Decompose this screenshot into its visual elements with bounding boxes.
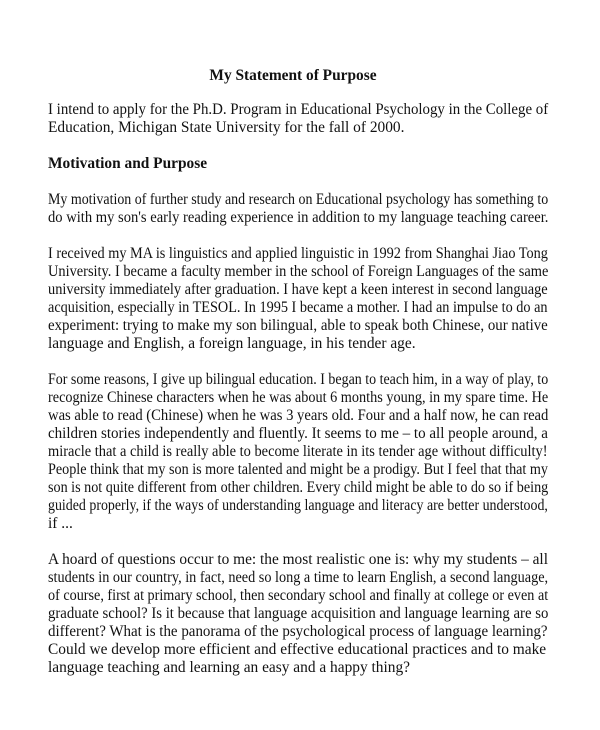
paragraph-motivation <box>48 191 548 227</box>
text-line: Education, Michigan State University for the fall of 2000. <box>48 119 405 136</box>
text-line: A hoard of questions occur to me: the most realistic one is: why my students – all <box>48 551 548 568</box>
text-line: I intend to apply for the Ph.D. Program in Educational Psychology in the College of <box>48 101 549 118</box>
intro-paragraph <box>48 101 548 137</box>
text-line: Could we develop more efficient and effective educational practices and to make <box>48 641 547 658</box>
document-title: My Statement of Purpose <box>209 67 377 84</box>
text-line: recognize Chinese characters when he was about 6 months young, in my spare time. He <box>48 389 549 406</box>
section-heading: Motivation and Purpose <box>48 155 208 172</box>
text-line: experiment: trying to make my son bilingual, able to speak both Chinese, our native <box>48 317 548 334</box>
paragraph-questions <box>48 551 548 677</box>
text-line: do with my son's early reading experience in addition to my language teaching career. <box>48 209 549 226</box>
text-line: students in our country, in fact, need so long a time to learn English, a second language, <box>48 569 549 586</box>
text-line: if ... <box>48 515 73 532</box>
text-line: university immediately after graduation. I have kept a keen interest in second language <box>48 281 548 298</box>
paragraph-experience <box>48 371 548 533</box>
text-line: People think that my son is more talented and might be a prodigy. But I feel that that my <box>48 461 548 478</box>
text-line: different? What is the panorama of the psychological process of language learning? <box>48 623 548 640</box>
text-line: guided properly, if the ways of understanding language and literacy are better understood, <box>48 497 548 514</box>
text-line: language teaching and learning an easy and a happy thing? <box>48 659 410 676</box>
text-line: For some reasons, I give up bilingual education. I began to teach him, in a way of play, to <box>48 371 549 388</box>
text-line: graduate school? Is it because that language acquisition and language learning are so <box>48 605 549 622</box>
text-line: language and English, a foreign language, in his tender age. <box>48 335 416 352</box>
text-line: I received my MA is linguistics and applied linguistic in 1992 from Shanghai Jiao Tong <box>48 245 548 262</box>
text-line: acquisition, especially in TESOL. In 1995 I became a mother. I had an impulse to do an <box>48 299 548 316</box>
text-line: miracle that a child is really able to become literate in its tender age without difficulty! <box>48 443 548 460</box>
text-line: of course, first at primary school, then secondary school and finally at college or even at <box>48 587 549 604</box>
paragraph-background <box>48 245 548 353</box>
text-line: son is not quite different from other children. Every child might be able to do so if being <box>48 479 549 496</box>
text-line: My motivation of further study and research on Educational psychology has something to <box>48 191 549 208</box>
text-line: University. I became a faculty member in the school of Foreign Languages of the same <box>48 263 549 280</box>
text-line: children stories independently and fluently. It seems to me – to all people around, a <box>48 425 548 442</box>
text-line: was able to read (Chinese) when he was 3 years old. Four and a half now, he can read <box>48 407 549 424</box>
